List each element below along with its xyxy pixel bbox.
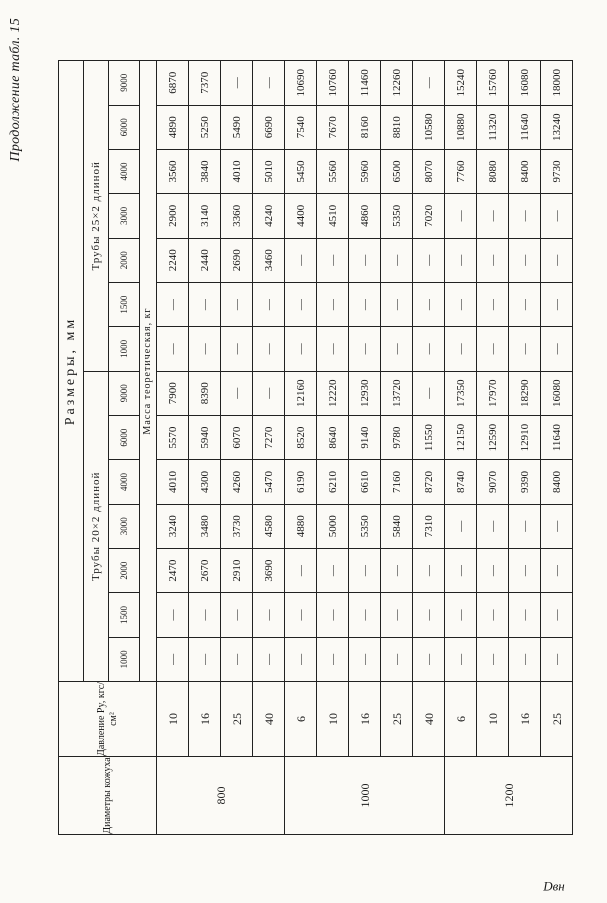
mass-value-cell: 5470	[253, 460, 285, 504]
mass-value-cell: —	[445, 194, 477, 238]
mass-value-cell: —	[509, 504, 541, 548]
mass-value-cell: 11320	[477, 105, 509, 149]
mass-value-cell: 3480	[189, 504, 221, 548]
mass-value-cell: 2670	[189, 548, 221, 592]
pressure-cell: 25	[381, 682, 413, 757]
mass-value-cell: —	[445, 282, 477, 326]
mass-value-cell: 8400	[509, 149, 541, 193]
mass-value-cell: —	[413, 282, 445, 326]
mass-value-cell: 12160	[285, 371, 317, 415]
mass-value-cell: 11640	[509, 105, 541, 149]
group-25x2-header: Трубы 25×2 длиной	[84, 61, 109, 372]
mass-value-cell: —	[477, 637, 509, 681]
mass-value-cell: —	[221, 637, 253, 681]
mass-value-cell: 4010	[157, 460, 189, 504]
mass-value-cell: 7370	[189, 61, 221, 106]
mass-value-cell: 2240	[157, 238, 189, 282]
mass-value-cell: 3140	[189, 194, 221, 238]
mass-value-cell: 8070	[413, 149, 445, 193]
mass-value-cell: 3840	[189, 149, 221, 193]
mass-value-cell: —	[349, 548, 381, 592]
pressure-cell: 16	[509, 682, 541, 757]
mass-value-cell: 15240	[445, 61, 477, 106]
mass-value-cell: —	[477, 548, 509, 592]
mass-value-cell: —	[413, 61, 445, 106]
length-header: 9000	[109, 61, 140, 106]
mass-value-cell: —	[509, 327, 541, 371]
mass-value-cell: 4880	[285, 504, 317, 548]
mass-value-cell: —	[253, 371, 285, 415]
mass-value-cell: —	[317, 282, 349, 326]
pressure-cell: 10	[157, 682, 189, 757]
mass-value-cell: 7020	[413, 194, 445, 238]
mass-value-cell: —	[253, 61, 285, 106]
mass-value-cell: —	[157, 637, 189, 681]
mass-value-cell: 5350	[349, 504, 381, 548]
mass-value-cell: 4890	[157, 105, 189, 149]
mass-value-cell: 12260	[381, 61, 413, 106]
mass-value-cell: —	[541, 194, 573, 238]
mass-value-cell: —	[349, 637, 381, 681]
mass-value-cell: —	[541, 327, 573, 371]
mass-value-cell: 5960	[349, 149, 381, 193]
pressure-cell: 25	[221, 682, 253, 757]
length-header: 2000	[109, 548, 140, 592]
mass-value-cell: —	[509, 282, 541, 326]
mass-value-cell: 5570	[157, 415, 189, 459]
mass-value-cell: —	[285, 238, 317, 282]
diameter-header: Диаметры кожуха	[59, 757, 157, 835]
mass-value-cell: 6690	[253, 105, 285, 149]
mass-value-cell: —	[381, 593, 413, 637]
mass-value-cell: 6500	[381, 149, 413, 193]
mass-value-cell: 4010	[221, 149, 253, 193]
mass-value-cell: —	[221, 327, 253, 371]
mass-header: Масса теоретическая, кг	[140, 61, 157, 682]
shell-diameter-cell: 1000	[285, 757, 445, 835]
mass-value-cell: 4580	[253, 504, 285, 548]
mass-value-cell: —	[157, 593, 189, 637]
mass-value-cell: —	[413, 593, 445, 637]
mass-value-cell: 2440	[189, 238, 221, 282]
table-caption: Продолжение табл. 15	[8, 18, 23, 162]
mass-value-cell: 18000	[541, 61, 573, 106]
mass-value-cell: —	[509, 593, 541, 637]
pressure-cell: 25	[541, 682, 573, 757]
mass-value-cell: 10580	[413, 105, 445, 149]
dimensions-title: Размеры, мм	[59, 61, 84, 682]
table-row	[285, 61, 317, 835]
mass-value-cell: —	[477, 282, 509, 326]
length-header: 1500	[109, 282, 140, 326]
mass-value-cell: 4510	[317, 194, 349, 238]
mass-value-cell: 12220	[317, 371, 349, 415]
pressure-header: Давление Py, кгс/см²	[59, 682, 157, 757]
mass-value-cell: —	[285, 593, 317, 637]
mass-value-cell: 11460	[349, 61, 381, 106]
mass-value-cell: 8740	[445, 460, 477, 504]
mass-value-cell: —	[253, 637, 285, 681]
mass-value-cell: —	[189, 637, 221, 681]
mass-value-cell: 9390	[509, 460, 541, 504]
mass-value-cell: 8390	[189, 371, 221, 415]
mass-value-cell: —	[349, 327, 381, 371]
mass-value-cell: —	[509, 194, 541, 238]
mass-value-cell: 5560	[317, 149, 349, 193]
mass-value-cell: —	[477, 327, 509, 371]
mass-value-cell: 8520	[285, 415, 317, 459]
mass-value-cell: 5490	[221, 105, 253, 149]
group-20x2-header: Трубы 20×2 длиной	[84, 371, 109, 681]
mass-value-cell: —	[317, 637, 349, 681]
pressure-cell: 6	[445, 682, 477, 757]
mass-table	[58, 60, 573, 835]
mass-value-cell: —	[413, 238, 445, 282]
mass-value-cell: 7310	[413, 504, 445, 548]
mass-value-cell: —	[413, 548, 445, 592]
mass-value-cell: —	[189, 593, 221, 637]
mass-value-cell: —	[221, 282, 253, 326]
mass-value-cell: —	[445, 593, 477, 637]
mass-value-cell: 3460	[253, 238, 285, 282]
mass-value-cell: 13240	[541, 105, 573, 149]
pressure-cell: 10	[317, 682, 349, 757]
mass-value-cell: 4400	[285, 194, 317, 238]
pressure-cell: 16	[349, 682, 381, 757]
mass-value-cell: —	[253, 282, 285, 326]
mass-value-cell: 17350	[445, 371, 477, 415]
mass-value-cell: —	[221, 61, 253, 106]
mass-value-cell: 12150	[445, 415, 477, 459]
length-header: 9000	[109, 371, 140, 415]
mass-value-cell: 9780	[381, 415, 413, 459]
mass-value-cell: 12910	[509, 415, 541, 459]
length-header: 3000	[109, 504, 140, 548]
mass-value-cell: 3360	[221, 194, 253, 238]
mass-value-cell: 3730	[221, 504, 253, 548]
table-row	[381, 61, 413, 835]
mass-value-cell: 2470	[157, 548, 189, 592]
mass-value-cell: —	[541, 504, 573, 548]
mass-value-cell: 6870	[157, 61, 189, 106]
mass-value-cell: 18290	[509, 371, 541, 415]
pressure-cell: 40	[253, 682, 285, 757]
mass-value-cell: —	[541, 637, 573, 681]
mass-value-cell: 16080	[541, 371, 573, 415]
mass-value-cell: 17970	[477, 371, 509, 415]
mass-value-cell: 6070	[221, 415, 253, 459]
mass-value-cell: —	[221, 593, 253, 637]
table-row	[317, 61, 349, 835]
mass-value-cell: 8080	[477, 149, 509, 193]
mass-value-cell: —	[381, 548, 413, 592]
mass-value-cell: 5940	[189, 415, 221, 459]
mass-value-cell: —	[541, 238, 573, 282]
table-row	[349, 61, 381, 835]
table-row	[509, 61, 541, 835]
mass-value-cell: —	[477, 593, 509, 637]
mass-value-cell: —	[285, 548, 317, 592]
mass-value-cell: 12930	[349, 371, 381, 415]
table-row	[221, 61, 253, 835]
mass-value-cell: 10760	[317, 61, 349, 106]
mass-value-cell: —	[445, 637, 477, 681]
mass-value-cell: —	[285, 282, 317, 326]
mass-value-cell: 8160	[349, 105, 381, 149]
mass-value-cell: —	[445, 548, 477, 592]
mass-value-cell: 6190	[285, 460, 317, 504]
length-header: 1000	[109, 327, 140, 371]
pressure-cell: 6	[285, 682, 317, 757]
mass-value-cell: —	[189, 327, 221, 371]
pressure-cell: 16	[189, 682, 221, 757]
mass-value-cell: 9140	[349, 415, 381, 459]
mass-value-cell: 8640	[317, 415, 349, 459]
mass-value-cell: 6610	[349, 460, 381, 504]
table-row	[541, 61, 573, 835]
table-row	[157, 61, 189, 835]
mass-value-cell: 7670	[317, 105, 349, 149]
mass-value-cell: 10880	[445, 105, 477, 149]
mass-value-cell: 5450	[285, 149, 317, 193]
mass-value-cell: —	[445, 238, 477, 282]
mass-value-cell: 7160	[381, 460, 413, 504]
mass-value-cell: —	[221, 371, 253, 415]
mass-value-cell: —	[541, 548, 573, 592]
mass-value-cell: —	[413, 637, 445, 681]
outer-diameter-label: Dвн	[543, 878, 565, 894]
mass-value-cell: —	[445, 327, 477, 371]
table-row	[253, 61, 285, 835]
mass-value-cell: 7540	[285, 105, 317, 149]
mass-value-cell: 3240	[157, 504, 189, 548]
mass-value-cell: —	[381, 238, 413, 282]
mass-value-cell: —	[285, 637, 317, 681]
length-header: 6000	[109, 105, 140, 149]
mass-value-cell: —	[349, 238, 381, 282]
mass-value-cell: 5010	[253, 149, 285, 193]
mass-value-cell: —	[253, 593, 285, 637]
table-row	[413, 61, 445, 835]
mass-value-cell: —	[317, 238, 349, 282]
table-row	[477, 61, 509, 835]
mass-value-cell: 7760	[445, 149, 477, 193]
mass-value-cell: —	[349, 282, 381, 326]
mass-value-cell: —	[157, 327, 189, 371]
shell-diameter-cell: 800	[157, 757, 285, 835]
mass-value-cell: —	[189, 282, 221, 326]
mass-value-cell: 16080	[509, 61, 541, 106]
mass-value-cell: —	[317, 548, 349, 592]
mass-value-cell: —	[541, 593, 573, 637]
mass-value-cell: 7270	[253, 415, 285, 459]
mass-value-cell: 4260	[221, 460, 253, 504]
mass-value-cell: 9730	[541, 149, 573, 193]
mass-value-cell: 2910	[221, 548, 253, 592]
mass-value-cell: —	[349, 593, 381, 637]
length-header: 3000	[109, 194, 140, 238]
pressure-cell: 40	[413, 682, 445, 757]
length-header: 1000	[109, 637, 140, 681]
length-header: 2000	[109, 238, 140, 282]
mass-value-cell: 7900	[157, 371, 189, 415]
length-header: 1500	[109, 593, 140, 637]
mass-value-cell: —	[541, 282, 573, 326]
table-row	[445, 61, 477, 835]
mass-value-cell: 11640	[541, 415, 573, 459]
mass-value-cell: —	[509, 238, 541, 282]
mass-value-cell: 3560	[157, 149, 189, 193]
mass-value-cell: 3690	[253, 548, 285, 592]
mass-value-cell: 12590	[477, 415, 509, 459]
mass-value-cell: —	[157, 282, 189, 326]
mass-value-cell: 8400	[541, 460, 573, 504]
mass-value-cell: —	[413, 371, 445, 415]
mass-value-cell: 5250	[189, 105, 221, 149]
length-header: 4000	[109, 149, 140, 193]
mass-value-cell: 6210	[317, 460, 349, 504]
mass-value-cell: —	[317, 593, 349, 637]
mass-value-cell: 11550	[413, 415, 445, 459]
mass-value-cell: 2690	[221, 238, 253, 282]
mass-value-cell: —	[509, 548, 541, 592]
mass-value-cell: 2900	[157, 194, 189, 238]
mass-value-cell: —	[413, 327, 445, 371]
mass-value-cell: —	[381, 282, 413, 326]
mass-value-cell: —	[317, 327, 349, 371]
mass-value-cell: 4300	[189, 460, 221, 504]
mass-value-cell: 5350	[381, 194, 413, 238]
mass-value-cell: —	[477, 194, 509, 238]
mass-value-cell: 8810	[381, 105, 413, 149]
mass-value-cell: —	[509, 637, 541, 681]
mass-value-cell: —	[477, 504, 509, 548]
table-row	[189, 61, 221, 835]
shell-diameter-cell: 1200	[445, 757, 573, 835]
mass-value-cell: —	[381, 327, 413, 371]
pressure-cell: 10	[477, 682, 509, 757]
length-header: 6000	[109, 415, 140, 459]
mass-value-cell: 5000	[317, 504, 349, 548]
mass-value-cell: 5840	[381, 504, 413, 548]
mass-value-cell: —	[445, 504, 477, 548]
mass-value-cell: 8720	[413, 460, 445, 504]
length-header: 4000	[109, 460, 140, 504]
mass-value-cell: 9070	[477, 460, 509, 504]
mass-value-cell: —	[285, 327, 317, 371]
mass-value-cell: —	[253, 327, 285, 371]
mass-value-cell: 4860	[349, 194, 381, 238]
mass-value-cell: 10690	[285, 61, 317, 106]
mass-value-cell: 13720	[381, 371, 413, 415]
mass-value-cell: —	[381, 637, 413, 681]
mass-value-cell: 15760	[477, 61, 509, 106]
mass-value-cell: —	[477, 238, 509, 282]
mass-value-cell: 4240	[253, 194, 285, 238]
